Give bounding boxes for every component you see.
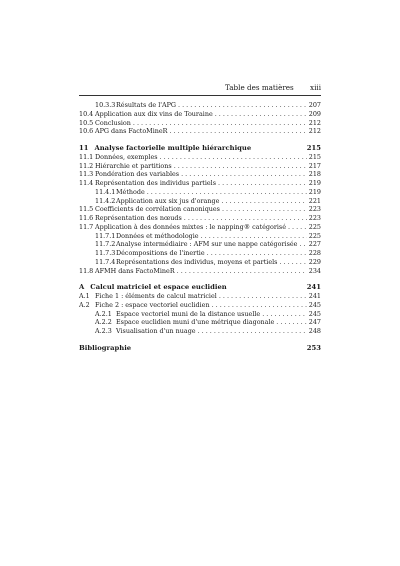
entry-page: 223 xyxy=(308,214,321,222)
entry-title: Pondération des variables xyxy=(95,170,180,179)
entry-page: 212 xyxy=(308,127,321,136)
toc-section-entry xyxy=(79,162,321,171)
leader-dots xyxy=(174,162,307,171)
toc-subsection-entry xyxy=(79,310,321,319)
appendix-page: 241 xyxy=(306,283,321,292)
table-of-contents xyxy=(79,101,321,353)
leader-dots xyxy=(169,127,306,136)
entry-page: 221 xyxy=(308,196,321,205)
entry-number: 10.3.3 xyxy=(95,101,116,109)
toc-subsection-entry xyxy=(79,197,321,206)
entry-number: A.2 xyxy=(79,300,90,309)
chapter-number: 11 xyxy=(79,144,89,152)
entry-title: Visualisation d'un nuage xyxy=(116,327,196,335)
leader-dots xyxy=(221,197,306,206)
entry-title: Résultats de l'APG xyxy=(116,101,177,109)
leader-dots xyxy=(177,267,307,276)
entry-title: Décompositions de l'inertie xyxy=(116,249,205,257)
toc-section-entry xyxy=(79,127,321,136)
entry-number: 11.6 xyxy=(79,214,94,222)
toc-section-entry xyxy=(79,301,321,310)
entry-title: Représentations des individus, moyens et partiels xyxy=(116,257,278,266)
toc-section-entry xyxy=(79,205,321,214)
entry-page: 248 xyxy=(308,327,321,335)
toc-subsection-entry xyxy=(79,318,321,327)
toc-section-entry xyxy=(79,170,321,179)
entry-number: 11.4 xyxy=(79,179,94,187)
leader-dots xyxy=(160,153,307,162)
running-header xyxy=(79,83,321,95)
appendix-title: Calcul matriciel et espace euclidien xyxy=(90,283,227,292)
chapter-title: Analyse factorielle multiple hiérarchique xyxy=(94,144,252,152)
entry-title: Analyse intermédiaire : AFM sur une nappe catégorisée xyxy=(116,240,298,249)
header-rule xyxy=(79,95,321,96)
entry-title: Méthode xyxy=(116,187,145,196)
toc-section-entry xyxy=(79,110,321,119)
chapter-11-heading xyxy=(79,144,321,153)
spacer xyxy=(79,275,321,283)
leader-dots xyxy=(262,310,307,319)
toc-subsection-entry xyxy=(79,232,321,241)
toc-subsection-entry xyxy=(79,249,321,258)
entry-page: 229 xyxy=(308,257,321,266)
leader-dots xyxy=(178,101,307,110)
spacer xyxy=(79,336,321,344)
leader-dots xyxy=(181,170,307,179)
entry-page: 225 xyxy=(308,231,321,240)
entry-number: 11.3 xyxy=(79,170,94,179)
entry-title: Données, exemples xyxy=(95,152,158,161)
leader-dots xyxy=(219,292,307,301)
toc-section-entry xyxy=(79,153,321,162)
entry-number: 11.7.4 xyxy=(95,257,116,266)
entry-title: Application aux dix vins de Touraine xyxy=(95,109,213,118)
entry-number: 10.4 xyxy=(79,109,94,118)
leader-dots xyxy=(212,301,307,310)
leader-dots xyxy=(299,240,306,249)
toc-section-entry xyxy=(79,179,321,188)
top-entries-group xyxy=(79,101,321,136)
entry-title: Fiche 2 : espace vectoriel euclidien xyxy=(95,300,210,309)
entry-title: Hiérarchie et partitions xyxy=(95,161,172,170)
bibliography-title: Bibliographie xyxy=(79,343,132,352)
entry-page: 228 xyxy=(308,249,321,257)
entry-title: Espace euclidien muni d'une métrique diagonale xyxy=(116,318,275,327)
toc-section-entry xyxy=(79,267,321,276)
entry-page: 245 xyxy=(308,300,321,309)
entry-number: 11.4.1 xyxy=(95,187,116,196)
entry-number: 11.1 xyxy=(79,152,94,161)
entry-number: 11.8 xyxy=(79,266,94,275)
entry-page: 245 xyxy=(308,309,321,318)
entry-page: 218 xyxy=(308,170,321,179)
entry-number: A.2.2 xyxy=(95,318,112,327)
leader-dots xyxy=(201,232,307,241)
entry-page: 207 xyxy=(308,101,321,109)
chapter-11-entries xyxy=(79,153,321,276)
entry-title: Représentation des nœuds xyxy=(95,214,182,222)
entry-page: 215 xyxy=(308,152,321,161)
entry-title: Conclusion xyxy=(95,118,131,127)
entry-number: 11.7.2 xyxy=(95,240,116,249)
running-header-page-number: xiii xyxy=(310,83,321,92)
entry-title: APG dans FactoMineR xyxy=(95,127,168,136)
leader-dots xyxy=(198,327,307,336)
toc-section-entry xyxy=(79,214,321,223)
entry-page: 217 xyxy=(308,161,321,170)
leader-dots xyxy=(184,214,307,223)
entry-title: Application à des données mixtes : le napping® catégorisé xyxy=(95,222,286,231)
entry-number: 11.7 xyxy=(79,222,94,231)
leader-dots xyxy=(276,318,307,327)
entry-number: 10.5 xyxy=(79,118,94,127)
leader-dots xyxy=(207,249,307,258)
entry-page: 209 xyxy=(308,109,321,118)
leader-dots xyxy=(218,179,307,188)
entry-title: AFMH dans FactoMineR xyxy=(95,266,175,275)
entry-number: 11.7.1 xyxy=(95,231,116,240)
leader-dots xyxy=(279,258,306,267)
spacer xyxy=(79,136,321,144)
entry-page: 212 xyxy=(308,118,321,127)
toc-subsection-entry xyxy=(79,188,321,197)
appendix-a-entries xyxy=(79,292,321,336)
bibliography-page: 253 xyxy=(306,343,321,352)
leader-dots xyxy=(215,110,307,119)
entry-number: A.2.3 xyxy=(95,327,112,335)
toc-subsection-entry xyxy=(79,327,321,336)
entry-number: 10.6 xyxy=(79,127,94,136)
entry-number: A.1 xyxy=(79,292,90,300)
entry-page: 247 xyxy=(308,318,321,327)
entry-title: Espace vectoriel muni de la distance usuelle xyxy=(116,309,261,318)
entry-page: 234 xyxy=(308,266,321,275)
entry-title: Fiche 1 : éléments de calcul matriciel xyxy=(95,292,217,300)
appendix-letter: A xyxy=(79,283,85,292)
toc-subsection-entry xyxy=(79,258,321,267)
toc-subsection-entry xyxy=(79,240,321,249)
toc-section-entry xyxy=(79,292,321,301)
entry-number: A.2.1 xyxy=(95,309,112,318)
entry-page: 241 xyxy=(308,292,321,300)
entry-number: 11.4.2 xyxy=(95,196,116,205)
chapter-page: 215 xyxy=(306,144,321,152)
toc-subsection-entry xyxy=(79,101,321,110)
entry-title: Représentation des individus partiels xyxy=(95,179,217,187)
leader-dots xyxy=(147,188,307,197)
entry-title: Coefficients de corrélation canoniques xyxy=(95,205,220,214)
leader-dots xyxy=(133,119,307,128)
entry-page: 225 xyxy=(308,222,321,231)
entry-number: 11.5 xyxy=(79,205,94,214)
toc-section-entry xyxy=(79,119,321,128)
entry-page: 219 xyxy=(308,187,321,196)
bibliography-entry xyxy=(79,344,321,353)
entry-title: Données et méthodologie xyxy=(116,231,199,240)
toc-section-entry xyxy=(79,223,321,232)
appendix-a-heading xyxy=(79,283,321,292)
leader-dots xyxy=(222,205,307,214)
entry-title: Application aux six jus d'orange xyxy=(116,196,220,205)
entry-page: 223 xyxy=(308,205,321,214)
entry-page: 219 xyxy=(308,179,321,187)
leader-dots xyxy=(288,223,307,232)
entry-number: 11.2 xyxy=(79,161,94,170)
running-header-title: Table des matières xyxy=(225,83,294,92)
entry-page: 227 xyxy=(308,240,321,249)
entry-number: 11.7.3 xyxy=(95,249,116,257)
